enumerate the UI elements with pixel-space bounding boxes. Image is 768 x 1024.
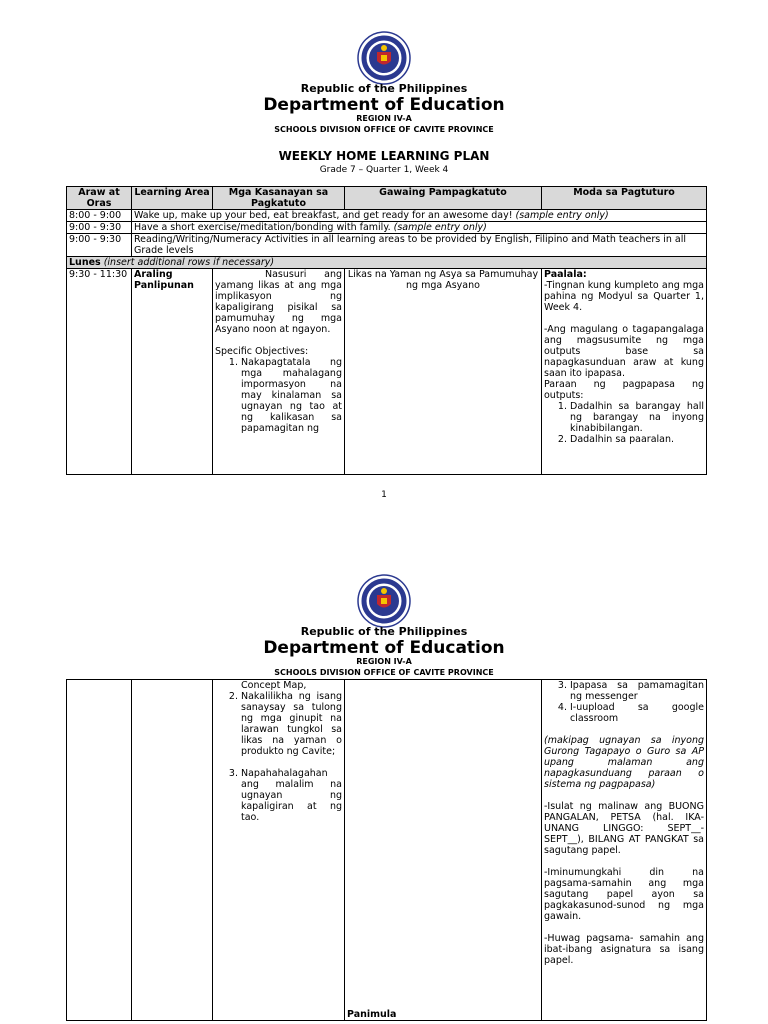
specific-objectives-label: Specific Objectives:	[215, 346, 309, 357]
time-cell-empty	[67, 680, 132, 1021]
row-time: 9:00 - 9:30	[67, 234, 132, 257]
row-text: Have a short exercise/meditation/bonding with family. (sample entry only)	[132, 222, 707, 234]
day-note: (insert additional rows if necessary)	[100, 257, 275, 268]
mode-list-item: 4. I-uupload sa google classroom	[570, 702, 704, 724]
mode-text: Paraan ng pagpapasa ng outputs:	[544, 379, 704, 401]
competency-cell	[213, 680, 345, 1021]
header-kasanayan: Mga Kasanayan sa Pagkatuto	[213, 187, 345, 210]
division-label: SCHOOLS DIVISION OFFICE OF CAVITE PROVINCE	[274, 668, 494, 677]
objective-item: 3. Napahahalagahan ang malalim na ugnayan ng kapaligiran at ng tao.	[241, 768, 342, 823]
paalala-label: Paalala:	[544, 269, 587, 280]
region-label: REGION IV-A	[356, 114, 412, 123]
mode-cell	[542, 680, 707, 1021]
mode-text: -Isulat ng malinaw ang BUONG PANGALAN, PETSA (hal. IKA-UNANG LINGGO: SEPT__- SEPT__), BILANG AT PANGKAT sa sagutang papel.	[544, 801, 704, 856]
panimula-label: Panimula	[347, 1009, 397, 1020]
header-learning-area: Learning Area	[132, 187, 213, 210]
row-time: 9:00 - 9:30	[67, 222, 132, 234]
page-number: 1	[381, 490, 387, 500]
region-label: REGION IV-A	[356, 657, 412, 666]
mode-text: -Huwag pagsama- samahin ang ibat-ibang asignatura sa isang papel.	[544, 933, 704, 966]
lesson-time: 9:30 - 11:30	[67, 269, 132, 475]
learning-plan-table-continued	[66, 679, 707, 1021]
row-text: Wake up, make up your bed, eat breakfast, and get ready for an awesome day! (sample entry only)	[132, 210, 707, 222]
day-label: Lunes	[69, 257, 101, 268]
mode-list-item: 1. Dadalhin sa barangay hall ng barangay na inyong kinabibilangan.	[570, 401, 704, 434]
mode-list-item: 3. Ipapasa sa pamamagitan ng messenger	[570, 680, 704, 702]
row-time: 8:00 - 9:00	[67, 210, 132, 222]
mode-text: -Iminumungkahi din na pagsama-samahin ang mga sagutang papel ayon sa pagkakasunod-sunod ng mga gawain.	[544, 867, 704, 922]
objective-item: 1. Nakapagtatala ng mga mahalagang impormasyon na may kinalaman sa ugnayan ng tao at ng kalikasan sa papamagitan ng	[241, 357, 342, 434]
row-note: (sample entry only)	[393, 222, 487, 233]
republic-label: Republic of the Philippines	[300, 625, 468, 638]
plan-title: WEEKLY HOME LEARNING PLAN	[278, 149, 490, 163]
mode-text: -Tingnan kung kumpleto ang mga pahina ng Modyul sa Quarter 1, Week 4.	[544, 280, 704, 313]
republic-label: Republic of the Philippines	[300, 82, 468, 95]
header-gawaing: Gawaing Pampagkatuto	[345, 187, 542, 210]
competency-text: Nasusuri ang yamang likas at ang mga implikasyon ng kapaligirang pisikal sa pamumuhay ng mga Asyano noon at ngayon.	[215, 269, 342, 335]
mode-note: (makipag ugnayan sa inyong Gurong Tagapayo o Guro sa AP upang malaman ang napagkasunduang paraan o sistema ng pagpapasa)	[544, 735, 704, 790]
plan-subtitle: Grade 7 – Quarter 1, Week 4	[319, 165, 449, 175]
mode-list-item: 2. Dadalhin sa paaralan.	[570, 434, 704, 445]
department-title: Department of Education	[263, 638, 505, 658]
activity-cell	[345, 680, 542, 1021]
header-moda: Moda sa Pagtuturo	[542, 187, 707, 210]
lesson-area: Araling Panlipunan	[132, 269, 213, 475]
activity-cell: Likas na Yaman ng Asya sa Pamumuhay ng mga Asyano	[345, 269, 542, 475]
objective-item: 2. Nakalilikha ng isang sanaysay sa tulong ng mga ginupit na larawan tungkol sa likas na yaman o produkto ng Cavite;	[241, 691, 342, 757]
area-cell-empty	[132, 680, 213, 1021]
continued-lesson-row	[67, 680, 707, 1021]
objective-continued: Concept Map,	[241, 680, 307, 691]
header-araw-at-oras: Araw at Oras	[67, 187, 132, 210]
mode-text: -Ang magulang o tagapangalaga ang magsusumite ng mga outputs base sa napagkasunduan araw at kung saan ito ipapasa.	[544, 324, 704, 379]
deped-seal-logo	[357, 574, 411, 628]
department-title: Department of Education	[263, 95, 505, 115]
division-label: SCHOOLS DIVISION OFFICE OF CAVITE PROVINCE	[274, 125, 494, 134]
row-text: Reading/Writing/Numeracy Activities in all learning areas to be provided by English, Filipino and Math teachers in all Grade levels	[132, 234, 707, 257]
row-note: (sample entry only)	[515, 210, 609, 221]
